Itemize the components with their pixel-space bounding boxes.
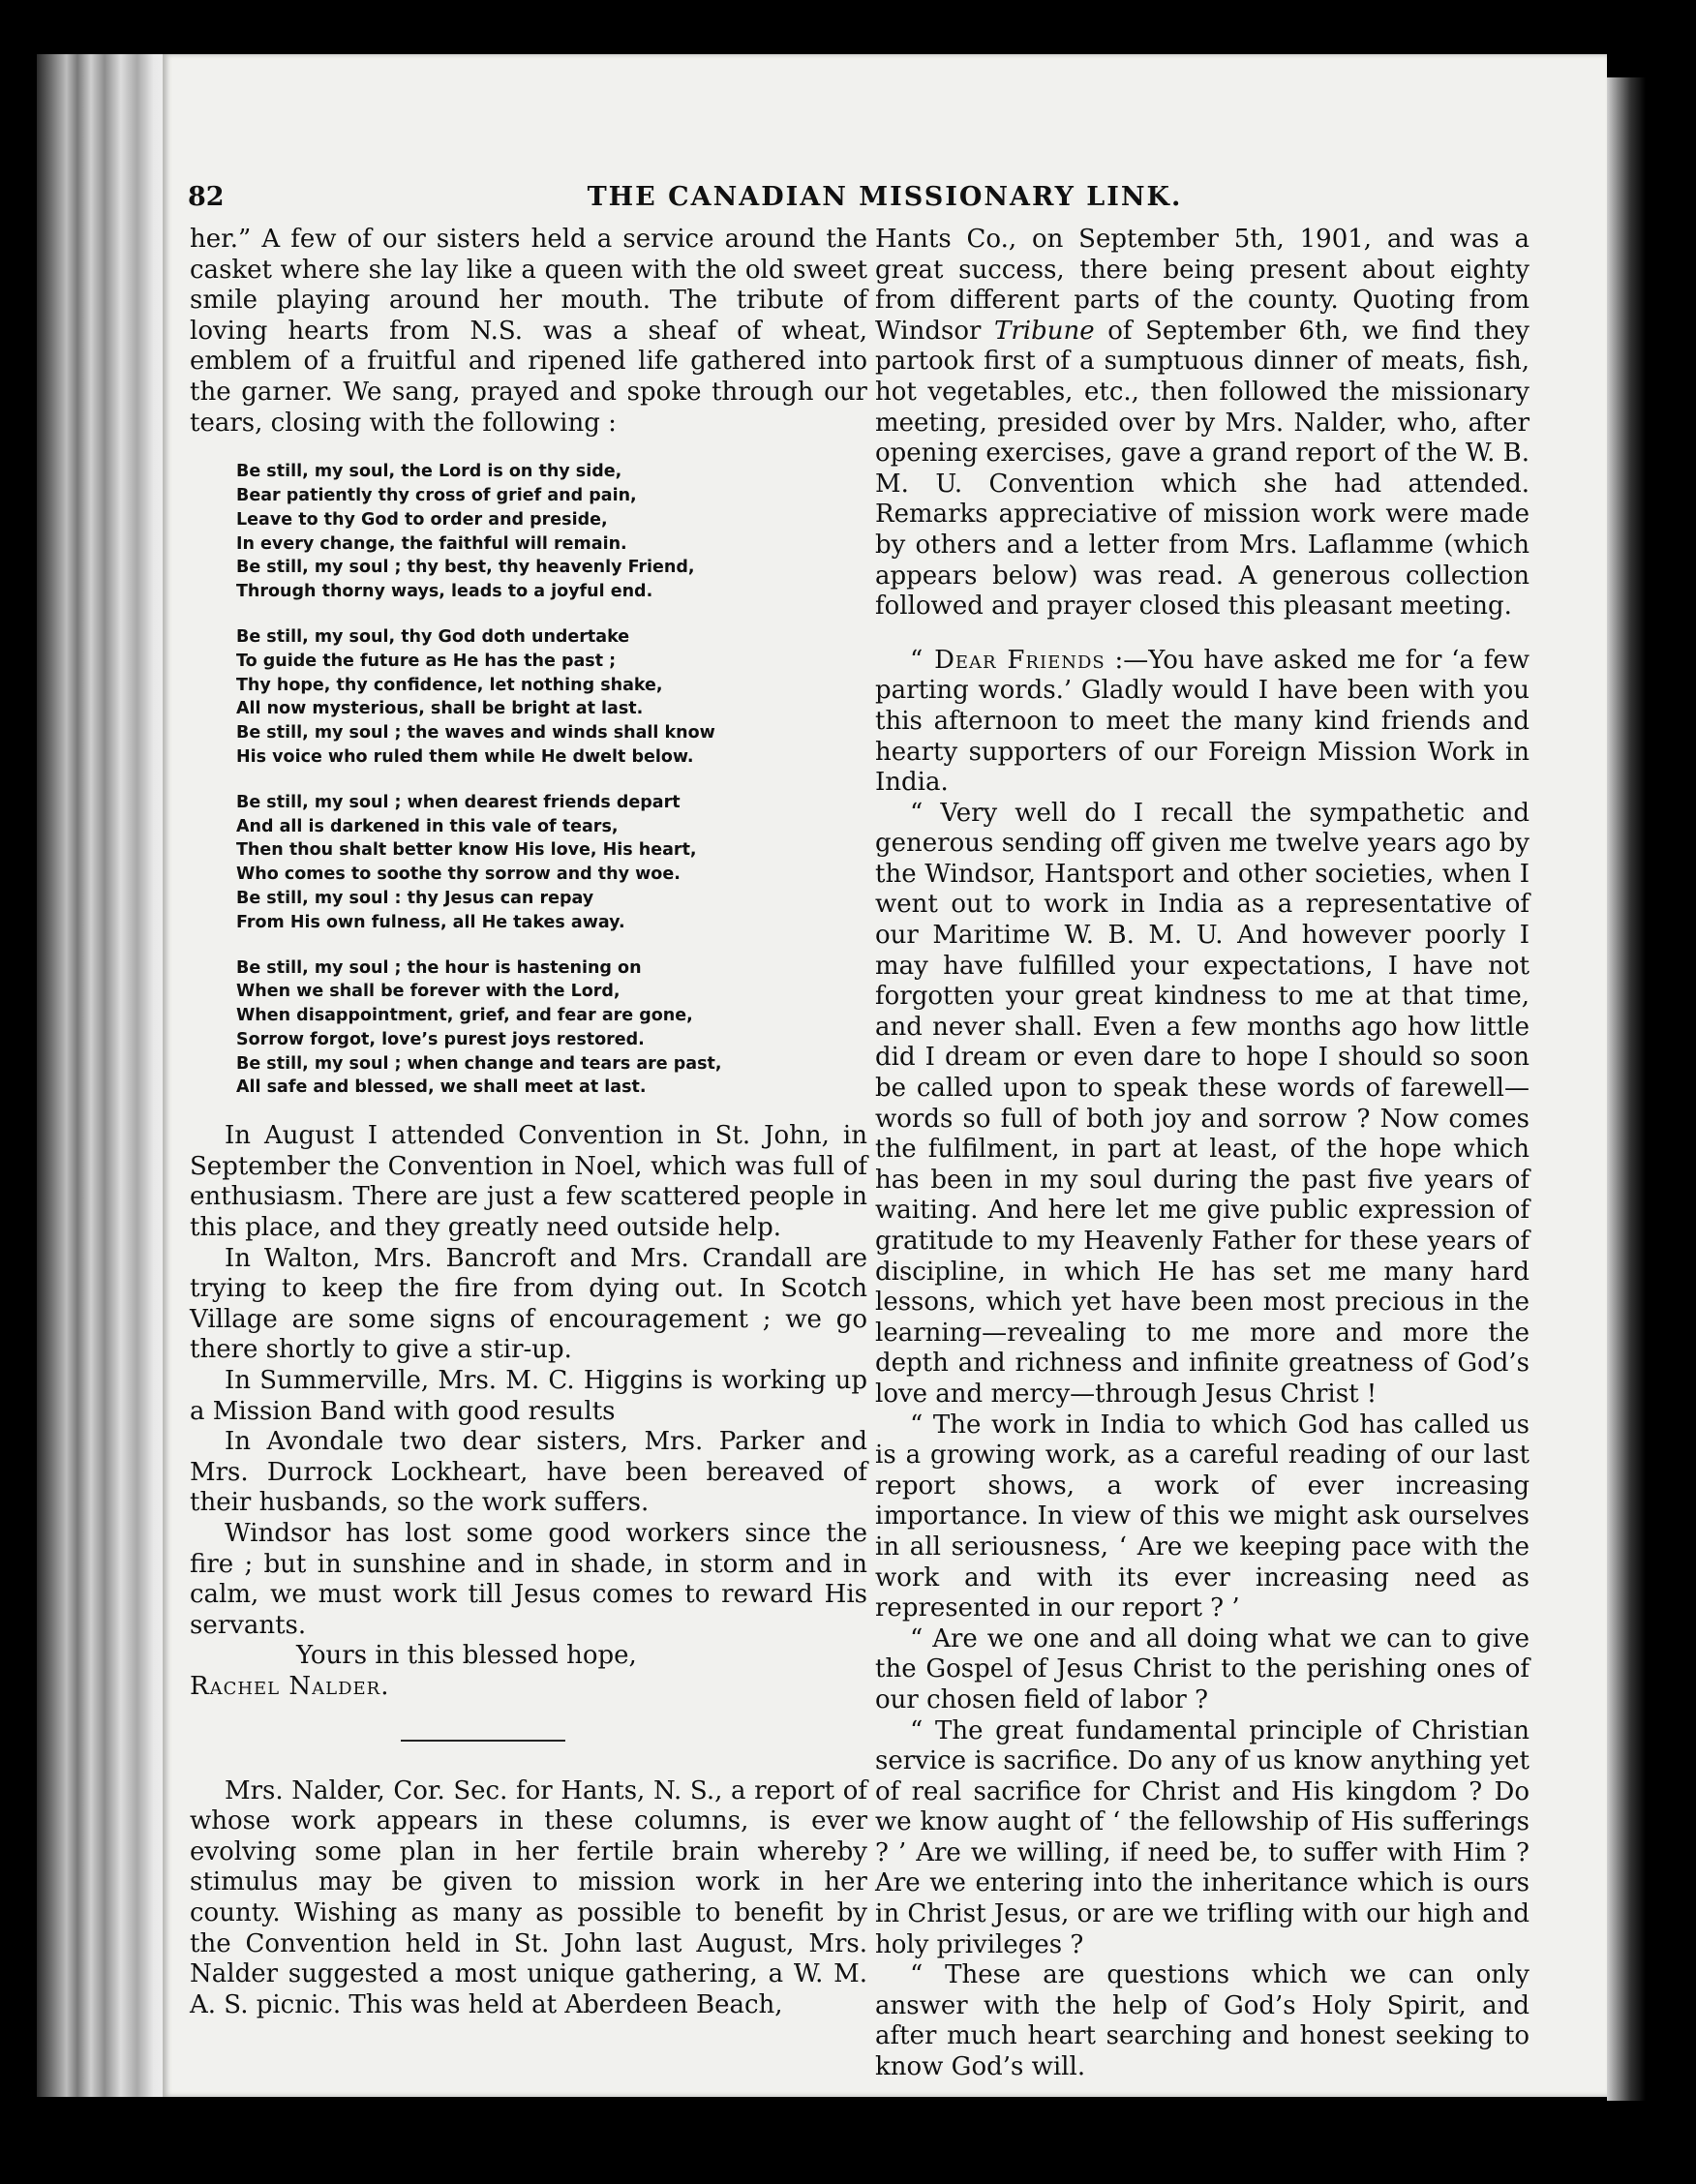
book-right-edge [1607,77,1646,2101]
poem-line: All now mysterious, shall be bright at last. [236,699,644,719]
poem-line: From His own fulness, all He takes away. [236,912,625,932]
report-paragraph: Mrs. Nalder, Cor. Sec. for Hants, N. S., a report of whose work appears in these columns, is ever evolving some plan in her fertile brain whereby stimulus may be given to mission work in her county. Wishing as many as possible to benefit by the Convention held in St. John last August, Mrs. Nalder suggested a most unique gathering, a W. M. A. S. picnic. This was held at Aberdeen Beach, [190,1775,867,2019]
letter-salutation: “ Dear Friends [910,645,1105,675]
body-paragraph: In Walton, Mrs. Bancroft and Mrs. Crandall are trying to keep the fire from dying out. In Scotch Village are some signs of encouragement ; we go there shortly to give a stir-up. [190,1243,867,1365]
poem-line: Be still, my soul ; thy best, thy heavenly Friend, [236,558,695,578]
letter-text: :—You have asked me for ‘a few parting words.’ Gladly would I have been with you this afternoon to meet the many kind friends and hearty supporters of our Foreign Mission Work in India. [875,645,1529,798]
body-paragraph: Windsor has lost some good workers since the fire ; but in sunshine and in shade, in storm and in calm, we must work till Jesus comes to reward His servants. [190,1519,867,1640]
body-paragraph: In Avondale two dear sisters, Mrs. Parker and Mrs. Durrock Lockheart, have been bereaved of their husbands, so the work suffers. [190,1427,867,1518]
poem-line: Be still, my soul ; the waves and winds shall know [236,723,715,743]
right-column [875,225,1529,2083]
report-text: of September 6th, we find they partook first of a sumptuous dinner of meats, fish, hot vegetables, etc., then followed the missionary meeting, presided over by Mrs. Nalder, who, after opening exercises, gave a grand report of the W. B. M. U. Convention which she had attended. Remarks appreciative of mission work were made by others and a letter from Mrs. Laflamme (which appears below) was read. A generous collection followed and prayer closed this pleasant meeting. [875,316,1529,622]
letter-paragraph: “ These are questions which we can only answer with the help of God’s Holy Spirit, and after much heart searching and honest seeking to know God’s will. [875,1960,1529,2082]
poem-line: Be still, my soul ; the hour is hastening on [236,957,642,978]
hymn-poem [236,460,867,1100]
report-text: Hants Co., on September 5th, 1901, and was a great success, there being present about eighty from different parts of the county. Quoting from Windsor [875,225,1529,346]
section-divider [401,1740,565,1742]
poem-stanza [236,791,867,935]
poem-line: Then thou shalt better know His love, His heart, [236,840,697,861]
poem-line: And all is darkened in this vale of tears, [236,816,619,836]
poem-line: In every change, the faithful will remain. [236,533,627,554]
poem-line: Be still, my soul, thy God doth undertake [236,626,630,647]
letter-closing: Yours in this blessed hope, [296,1641,637,1671]
book-page [163,54,1607,2097]
newspaper-name: Tribune [994,316,1095,346]
poem-stanza [236,956,867,1101]
poem-line: Through thorny ways, leads to a joyful end. [236,582,653,602]
poem-line: All safe and blessed, we shall meet at last. [236,1077,647,1098]
poem-stanza [236,460,867,604]
left-column [190,225,867,2020]
letter-paragraph: “ The work in India to which God has called us is a growing work, as a careful reading of our last report shows, a work of ever increasing importance. In view of this we might ask ourselves in all seriousness, ‘ Are we keeping pace with the work and with its ever increasing need as represented in our report ? ’ [875,1410,1529,1623]
poem-line: Be still, my soul : thy Jesus can repay [236,888,594,908]
poem-line: Who comes to soothe thy sorrow and thy woe. [236,864,681,885]
intro-paragraph: her.” A few of our sisters held a service around the casket where she lay like a queen with the old sweet smile playing around her mouth. The tribute of loving hearts from N.S. was a sheaf of wheat, emblem of a fruitful and ripened life gathered into the garner. We sang, prayed and spoke through our tears, closing with the following : [190,225,867,438]
poem-line: Sorrow forgot, love’s purest joys restored. [236,1029,645,1049]
letter-paragraph: “ Are we one and all doing what we can to give the Gospel of Jesus Christ to the perishing ones of our chosen field of labor ? [875,1623,1529,1714]
poem-line: When disappointment, grief, and fear are gone, [236,1006,693,1026]
letter-paragraph: “ Very well do I recall the sympathetic and generous sending off given me twelve years ago by the Windsor, Hantsport and other societies, when I went out to work in India as a representative of our Maritime W. B. M. U. And however poorly I may have fulfilled your expectations, I have not forgotten your great kindness to me at that time, and never shall. Even a few months ago how little did I dream or even dare to hope I should so soon be called upon to speak these words of farewell—words so full of both joy and sorrow ? Now comes the fulfilment, in part at least, of the hope which has been in my soul during the past five years of waiting. And here let me give public expression of gratitude to my Heavenly Father for these years of discipline, in which He has set me many hard lessons, which yet have been most precious in the learning—revealing to me more and more the depth and richness and infinite greatness of God’s love and mercy—through Jesus Christ ! [875,798,1529,1409]
poem-line: Leave to thy God to order and preside, [236,509,608,530]
letter-opening [875,646,1529,799]
poem-line: To guide the future as He has the past ; [236,651,617,671]
poem-stanza [236,625,867,770]
page-number: 82 [188,182,225,212]
report-continuation [875,225,1529,622]
poem-line: Be still, my soul, the Lord is on thy side, [236,462,622,482]
body-paragraph: In Summerville, Mrs. M. C. Higgins is working up a Mission Band with good results [190,1366,867,1426]
poem-line: Bear patiently thy cross of grief and pain, [236,485,637,505]
poem-line: Be still, my soul ; when change and tears are past, [236,1053,722,1074]
body-paragraph: In August I attended Convention in St. John, in September the Convention in Noel, which was full of enthusiasm. There are just a few scattered people in this place, and they greatly need outside help. [190,1121,867,1243]
poem-line: When we shall be forever with the Lord, [236,982,621,1002]
poem-line: Thy hope, thy confidence, let nothing shake, [236,675,663,695]
poem-line: His voice who ruled them while He dwelt below. [236,746,694,767]
letter-signature: Rachel Nalder. [190,1671,390,1701]
letter-paragraph: “ The great fundamental principle of Christian service is sacrifice. Do any of us know anything yet of real sacrifice for Christ and His kingdom ? Do we know aught of ‘ the fellowship of His sufferings ? ’ Are we willing, if need be, to suffer with Him ? Are we entering into the inheritance which is ours in Christ Jesus, or are we trifling with our high and holy privileges ? [875,1715,1529,1959]
book-page-edges [37,54,172,2097]
running-title: THE CANADIAN MISSIONARY LINK. [587,182,1183,212]
poem-line: Be still, my soul ; when dearest friends depart [236,792,681,812]
